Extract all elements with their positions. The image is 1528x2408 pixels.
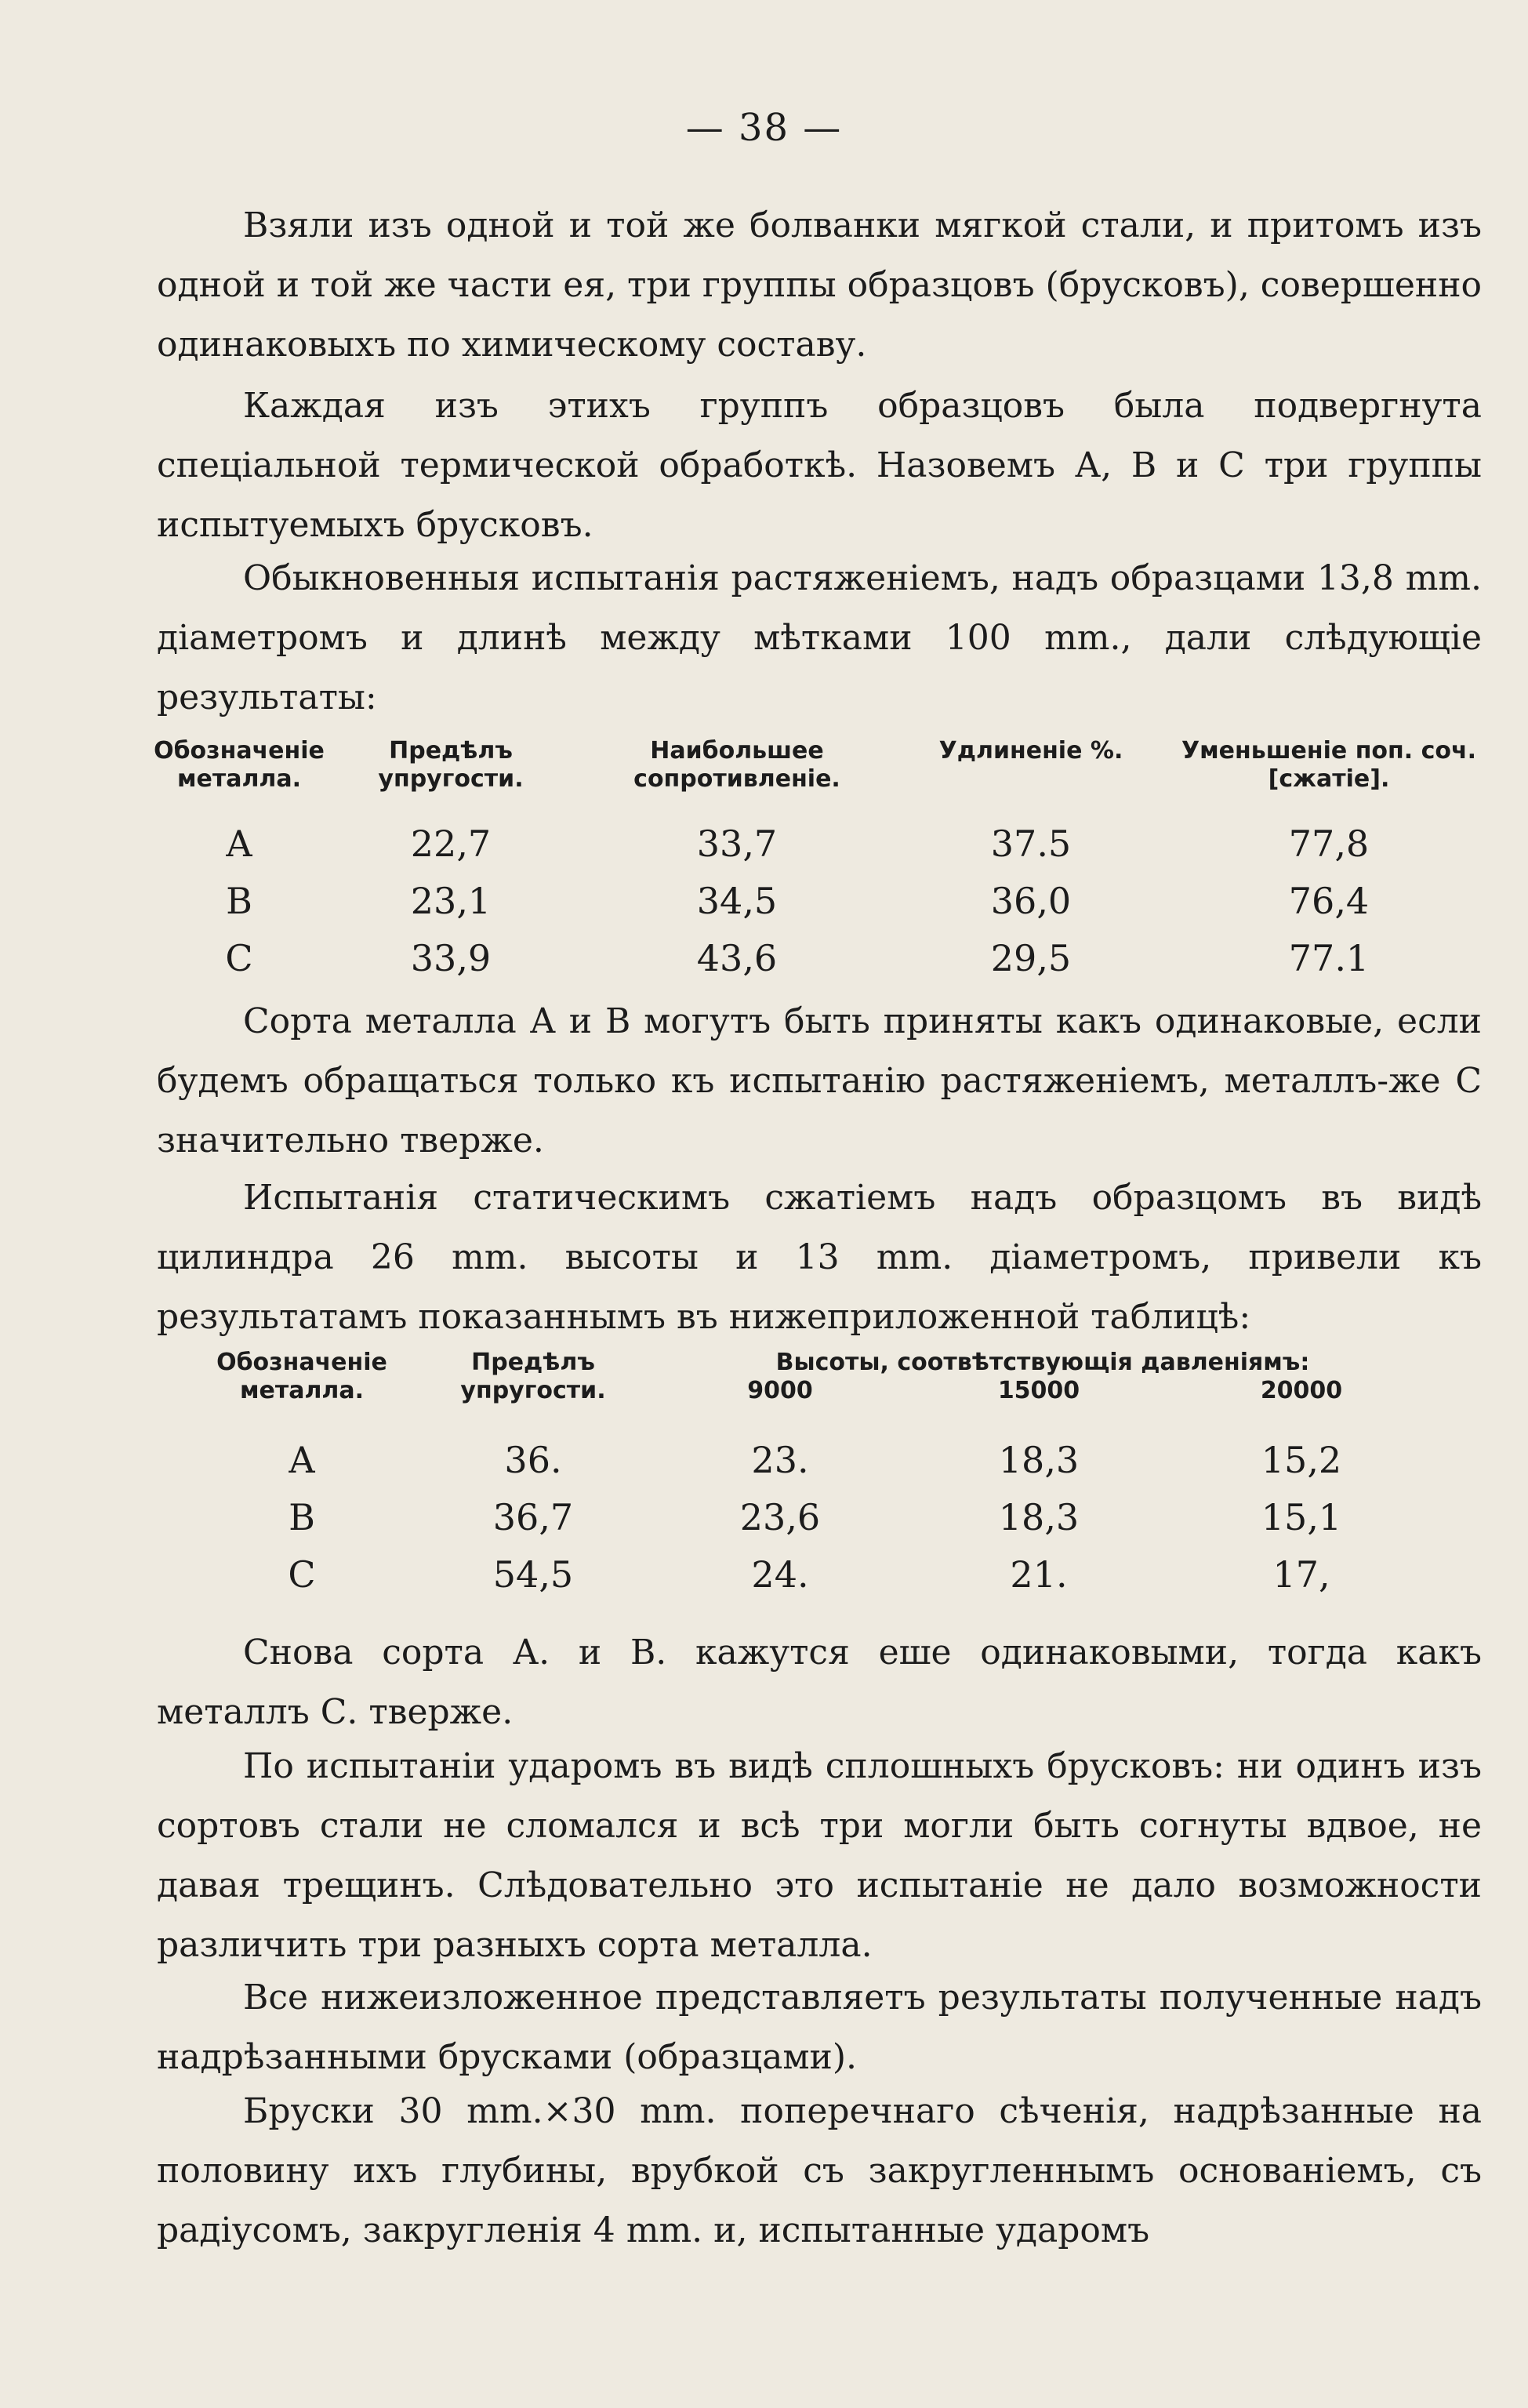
col-header-max-resistance: Наибольшее сопротивленіе. bbox=[633, 737, 840, 793]
cell-metal: C bbox=[225, 937, 253, 979]
cell-height-20000: 15,2 bbox=[1261, 1439, 1342, 1481]
table-row bbox=[188, 1489, 1435, 1546]
cell-metal: A bbox=[289, 1439, 315, 1481]
cell-height-20000: 17, bbox=[1272, 1553, 1330, 1596]
cell-reduction: 76,4 bbox=[1288, 880, 1370, 922]
cell-limit: 54,5 bbox=[492, 1553, 574, 1596]
cell-limit: 33,9 bbox=[410, 937, 492, 979]
paragraph-1: Взяли изъ одной и той же болванки мягкой стали, и притомъ изъ одной и той же части ея, три группы образцовъ (брусковъ), совершенно одинаковыхъ по химическому составу. bbox=[157, 205, 1483, 365]
cell-height-9000: 23,6 bbox=[739, 1496, 821, 1538]
paragraph-5: Испытанія статическимъ сжатіемъ надъ образцомъ въ видѣ цилиндра 26 mm. высоты и 13 mm. діаметромъ, привели къ результатамъ показаннымъ въ нижеприложенной таблицѣ: bbox=[157, 1178, 1482, 1337]
col-header-elastic-limit: Предѣлъ упругости. bbox=[378, 737, 524, 793]
cell-height-15000: 18,3 bbox=[998, 1439, 1080, 1481]
paragraph-7: По испытаніи ударомъ въ видѣ сплошныхъ брусковъ: ни одинъ изъ сортовъ стали не сломался и всѣ три могли быть согнуты вдвое, не давая трещинъ. Слѣдовательно это испытаніе не дало возможности различить три разныхъ сорта металла. bbox=[157, 1746, 1482, 1965]
cell-metal: C bbox=[288, 1553, 316, 1596]
paragraph-9: Бруски 30 mm.×30 mm. поперечнаго сѣченія, надрѣзанные на половину ихъ глубины, врубкой съ закругленнымъ основаніемъ, съ радіусомъ, закругленія 4 mm. и, испытанные ударомъ bbox=[157, 2091, 1482, 2250]
table-row bbox=[149, 930, 1497, 987]
table-row bbox=[149, 815, 1497, 873]
cell-height-15000: 21. bbox=[1010, 1553, 1068, 1596]
cell-height-9000: 24. bbox=[751, 1553, 809, 1596]
cell-metal: B bbox=[289, 1496, 315, 1538]
col-header-metal: Обозначеніе металла. bbox=[154, 737, 325, 793]
col-header-metal: Обозначеніе металла. bbox=[216, 1349, 387, 1404]
compression-test-table bbox=[188, 1349, 1435, 1604]
col-header-elastic-limit: Предѣлъ упругости. bbox=[460, 1349, 606, 1404]
paragraph-3: Обыкновенныя испытанія растяженіемъ, надъ образцами 13,8 mm. діаметромъ и длинѣ между мѣтками 100 mm., дали слѣдующіе результаты: bbox=[157, 558, 1482, 717]
paragraph-8: Все нижеизложенное представляетъ результаты полученные надъ надрѣзанными брусками (образцами). bbox=[157, 1978, 1482, 2077]
paragraph-6: Снова сорта А. и В. кажутся еше одинаковыми, тогда какъ металлъ С. тверже. bbox=[157, 1633, 1482, 1732]
cell-reduction: 77.1 bbox=[1288, 937, 1370, 979]
table-row bbox=[188, 1546, 1435, 1604]
cell-reduction: 77,8 bbox=[1288, 823, 1370, 865]
table-row bbox=[149, 873, 1497, 930]
col-header-pressure-9000: 9000 bbox=[747, 1377, 813, 1404]
cell-metal: B bbox=[226, 880, 252, 922]
col-header-heights: Высоты, соотвѣтствующія давленіямъ: bbox=[775, 1349, 1310, 1376]
col-header-pressure-15000: 15000 bbox=[997, 1377, 1080, 1404]
cell-elongation: 37.5 bbox=[990, 823, 1072, 865]
cell-elongation: 36,0 bbox=[990, 880, 1072, 922]
tension-test-table bbox=[149, 737, 1497, 987]
page-number: — 38 — bbox=[685, 106, 843, 150]
cell-limit: 22,7 bbox=[410, 823, 492, 865]
cell-height-20000: 15,1 bbox=[1261, 1496, 1342, 1538]
paragraph-2: Каждая изъ этихъ группъ образцовъ была подвергнута спеціальной термической обработкѣ. Назовемъ А, В и С три группы испытуемыхъ брусковъ. bbox=[157, 386, 1482, 545]
table-row bbox=[188, 1432, 1435, 1489]
col-header-elongation: Удлиненіе %. bbox=[938, 737, 1123, 765]
paragraph-4: Сорта металла А и В могутъ быть приняты какъ одинаковые, если будемъ обращаться только къ испытанію растяженіемъ, металлъ-же С значительно тверже. bbox=[157, 1001, 1482, 1160]
col-header-reduction: Уменьшеніе поп. соч. [сжатіе]. bbox=[1181, 737, 1476, 793]
col-header-pressure-20000: 20000 bbox=[1260, 1377, 1343, 1404]
cell-max: 34,5 bbox=[696, 880, 778, 922]
cell-limit: 36,7 bbox=[492, 1496, 574, 1538]
cell-limit: 36. bbox=[504, 1439, 562, 1481]
cell-max: 33,7 bbox=[696, 823, 778, 865]
cell-elongation: 29,5 bbox=[990, 937, 1072, 979]
cell-limit: 23,1 bbox=[410, 880, 492, 922]
cell-height-9000: 23. bbox=[751, 1439, 809, 1481]
cell-height-15000: 18,3 bbox=[998, 1496, 1080, 1538]
cell-metal: A bbox=[226, 823, 252, 865]
cell-max: 43,6 bbox=[696, 937, 778, 979]
